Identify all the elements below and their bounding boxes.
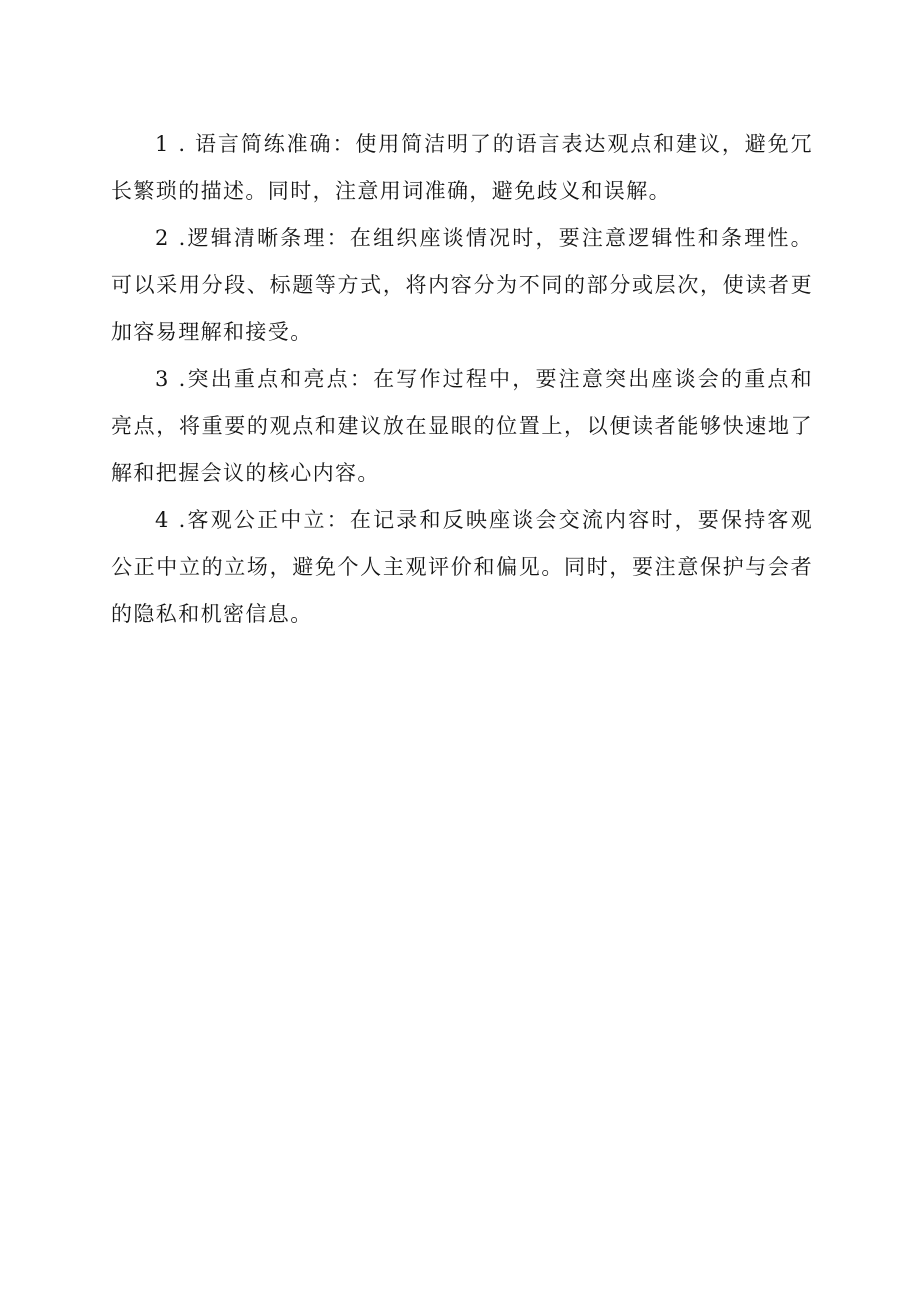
paragraph-4-objective-neutral: 4 .客观公正中立：在记录和反映座谈会交流内容时，要保持客观公正中立的立场，避免个人主观评价和偏见。同时，要注意保护与会者的隐私和机密信息。 <box>111 508 813 626</box>
document-body <box>111 121 813 638</box>
paragraph-3-highlight-key-points: 3 .突出重点和亮点：在写作过程中，要注意突出座谈会的重点和亮点，将重要的观点和建议放在显眼的位置上，以便读者能够快速地了解和把握会议的核心内容。 <box>111 367 813 485</box>
paragraph-2-logic-clear: 2 .逻辑清晰条理：在组织座谈情况时，要注意逻辑性和条理性。可以采用分段、标题等方式，将内容分为不同的部分或层次，使读者更加容易理解和接受。 <box>111 226 813 344</box>
paragraph-1-language-concise: 1 . 语言简练准确：使用简洁明了的语言表达观点和建议，避免冗长繁琐的描述。同时，注意用词准确，避免歧义和误解。 <box>111 132 813 203</box>
